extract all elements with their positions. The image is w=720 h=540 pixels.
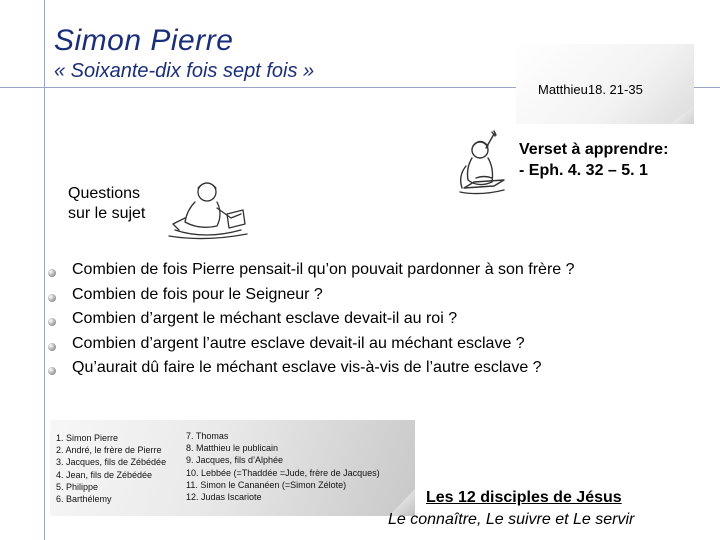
disciples-card bbox=[50, 420, 415, 516]
scripture-reference-card bbox=[516, 44, 694, 124]
list-item bbox=[48, 310, 575, 335]
question-text: Combien de fois pour le Seigneur ? bbox=[72, 285, 323, 303]
disciple-name: 1. Simon Pierre bbox=[56, 433, 119, 443]
disciple-name: 11. Simon le Cananéen (=Simon Zélote) bbox=[186, 479, 347, 490]
question-list bbox=[48, 261, 575, 384]
question-text: Qu’aurait dû faire le méchant esclave vis-à-vis de l’autre esclave ? bbox=[72, 359, 542, 376]
disciple-name: 4. Jean, fils de Zébédée bbox=[56, 469, 153, 480]
page-title: Simon Pierre bbox=[54, 24, 234, 57]
disciple-name: 12. Judas Iscariote bbox=[186, 492, 262, 503]
bullet-icon bbox=[48, 294, 56, 302]
verse-to-learn bbox=[519, 139, 668, 181]
verse-reference: - Eph. 4. 32 – 5. 1 bbox=[519, 162, 648, 179]
disciples-column-2 bbox=[186, 430, 380, 503]
questions-label-line2: sur le sujet bbox=[68, 205, 146, 222]
disciples-column-1 bbox=[56, 432, 166, 505]
list-item bbox=[48, 335, 575, 360]
list-item bbox=[48, 286, 575, 311]
margin-rule bbox=[44, 0, 45, 540]
questions-label-line1: Questions bbox=[68, 185, 141, 202]
bullet-icon bbox=[48, 343, 56, 351]
footer-subtitle: Le connaître, Le suivre et Le servir bbox=[388, 511, 635, 528]
disciple-name: 6. Barthélemy bbox=[56, 494, 112, 505]
question-text: Combien de fois Pierre pensait-il qu’on pouvait pardonner à son frère ? bbox=[72, 261, 575, 278]
footer-title: Les 12 disciples de Jésus bbox=[426, 489, 622, 506]
page-subtitle: « Soixante-dix fois sept fois » bbox=[54, 60, 315, 82]
verse-heading: Verset à apprendre: bbox=[519, 141, 669, 158]
scripture-reference: Matthieu18. 21-35 bbox=[538, 82, 643, 97]
bullet-icon bbox=[48, 367, 56, 375]
disciple-name: 7. Thomas bbox=[186, 431, 229, 441]
bullet-icon bbox=[48, 269, 56, 277]
disciple-name: 8. Matthieu le publicain bbox=[186, 443, 279, 454]
bullet-icon bbox=[48, 318, 56, 326]
question-text: Combien d’argent le méchant esclave devait-il au roi ? bbox=[72, 310, 458, 327]
disciple-name: 3. Jacques, fils de Zébédée bbox=[56, 457, 167, 468]
raised-hand-reader-icon bbox=[450, 128, 510, 198]
disciple-name: 9. Jacques, fils d’Alphée bbox=[186, 455, 284, 466]
questions-label bbox=[68, 184, 145, 224]
disciple-name: 5. Philippe bbox=[56, 481, 99, 492]
list-item bbox=[48, 359, 575, 384]
question-text: Combien d’argent l’autre esclave devait-il au méchant esclave ? bbox=[72, 334, 525, 352]
disciple-name: 2. André, le frère de Pierre bbox=[56, 445, 162, 456]
disciple-name: 10. Lebbée (=Thaddée =Jude, frère de Jacques) bbox=[186, 467, 380, 478]
list-item bbox=[48, 261, 575, 286]
seated-reader-icon bbox=[165, 178, 250, 240]
